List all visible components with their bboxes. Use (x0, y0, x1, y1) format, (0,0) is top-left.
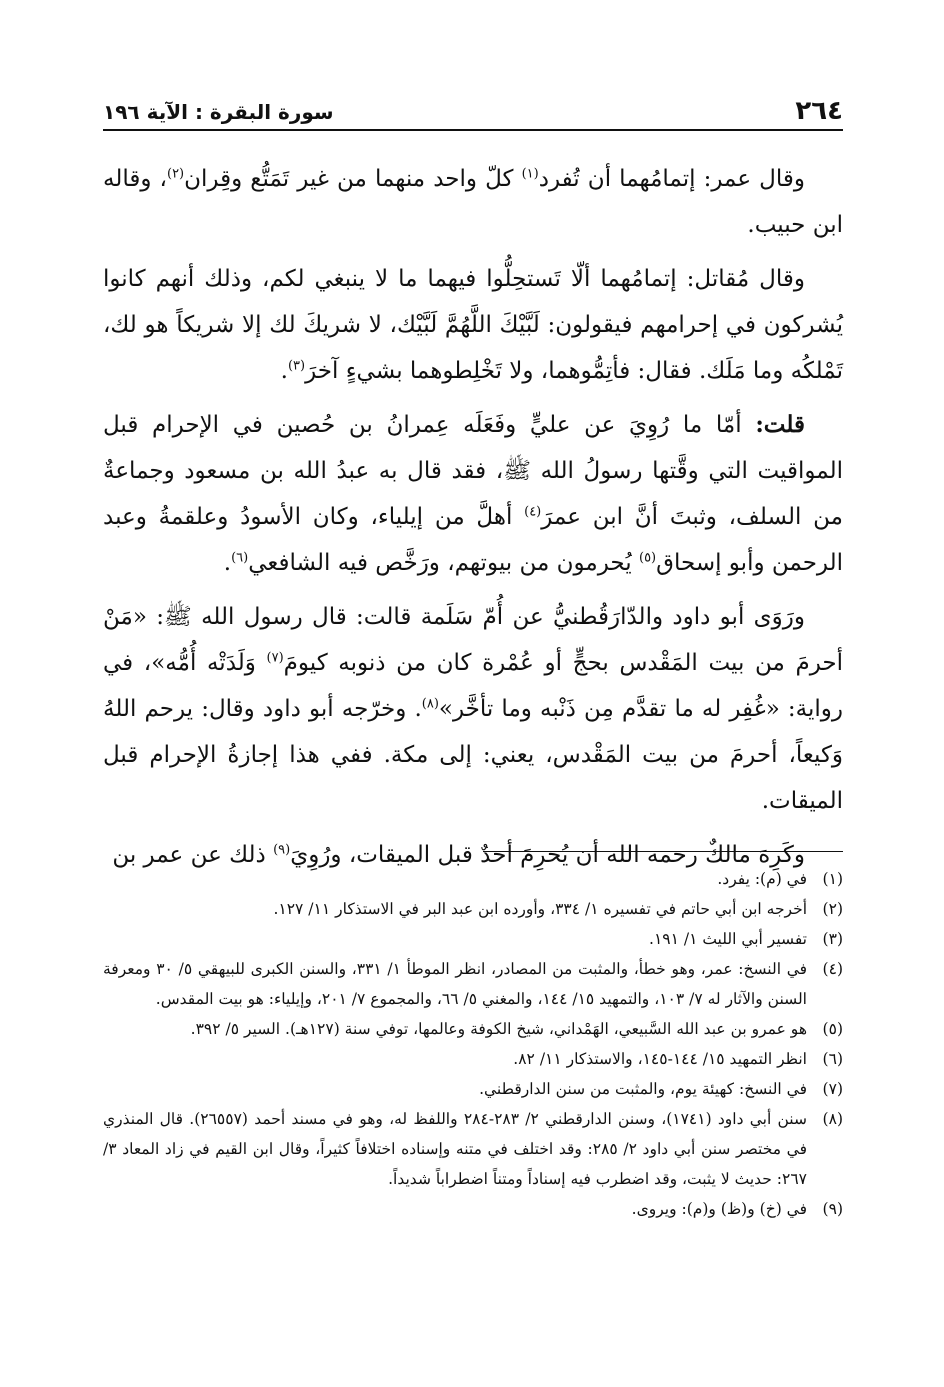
footnote-4 (103, 954, 843, 1014)
footnote-6 (103, 1044, 843, 1074)
footnote-number: (٩) (822, 1200, 843, 1218)
text-segment: وَلَدَتْه أُمُّه»، في رواية: «غُفِر له ما تقدَّم مِن ذَنْبه وما تأخَّر» (103, 650, 843, 722)
text-segment: أهلَّ من إيلياء، وكان الأسودُ وعلقمةُ وعبد الرحمن وأبو إسحاق (103, 504, 843, 576)
footnote-text: في (م): يفرد. (717, 870, 807, 888)
footnote-text: هو عمرو بن عبد الله السَّبيعي، الهَمْداني، شيخ الكوفة وعالمها، توفي سنة (١٢٧هـ). السير ٥/ ٣٩٢. (190, 1020, 807, 1038)
footnote-number: (٢) (822, 900, 843, 918)
text-segment: ، وقاله ابن حبيب. (103, 166, 843, 238)
footnote-number: (٦) (822, 1050, 843, 1068)
footnote-3 (103, 924, 843, 954)
footnote-text: في النسخ: كهيئة يوم، والمثبت من سنن الدارقطني. (479, 1080, 807, 1098)
footnote-5 (103, 1014, 843, 1044)
text-segment: ورَوَى أبو داود والدّارَقُطنيُّ عن أُمّ سَلَمة قالت: قال رسول الله ﷺ: «مَنْ أحرمَ من بيت المَقْدس بحجٍّ أو عُمْرة كان من ذنوبه كيومَ (103, 604, 843, 676)
header-rule (103, 129, 843, 131)
text-segment: . وخرّجه أبو داود وقال: يرحم اللهُ وَكيعاً، أحرمَ من بيت المَقْدس، يعني: إلى مكة. ففي هذا إجازةُ الإحرام قبل الميقات. (103, 696, 843, 814)
text-segment: وقال مُقاتل: إتمامُهما ألّا تَستحِلُّوا فيهما ما لا ينبغي لكم، وذلك أنهم كانوا يُشركون في إحرامهم فيقولون: لَبَّيْكَ اللَّهُمَّ لَبَّيْك، لا شريكَ لك إلا شريكاً هو لك، تَمْلكُه وما مَلَك. فقال: فأتِمُّوهما، ولا تَخْلِطوهما بشيءٍ آخرَ (103, 266, 843, 384)
text-segment: ذلك عن عمر بن (112, 842, 274, 868)
running-title: سورة البقرة : الآية ١٩٦ (103, 100, 334, 124)
paragraph-3 (103, 402, 843, 586)
text-segment: وكَرِهَ مالكٌ رحمه الله أن يُحرِمَ أحدٌ قبل الميقات، ورُوِيَ (290, 842, 805, 868)
footnote-text: أخرجه ابن أبي حاتم في تفسيره ١/ ٣٣٤، وأورده ابن عبد البر في الاستذكار ١١/ ١٢٧. (273, 900, 807, 918)
footnotes (103, 864, 843, 1224)
footnote-text: سنن أبي داود (١٧٤١)، وسنن الدارقطني ٢/ ٢٨٣-٢٨٤ واللفظ له، وهو في مسند أحمد (٢٦٥٥٧). قال المنذري في مختصر سنن أبي داود ٢/ ٢٨٥: وقد اختلف في متنه وإسناده اختلافاً كثيراً، وقال ابن القيم في زاد المعاد ٣/ ٢٦٧: حديث لا يثبت، وقد اضطرب فيه إسناداً ومتناً اضطراباً شديداً. (103, 1110, 807, 1188)
page-header (103, 92, 843, 126)
footnote-number: (١) (822, 870, 843, 888)
footnote-ref[interactable]: (٩) (273, 842, 291, 858)
text-segment: وقال عمر: إتمامُهما أن تُفرد (538, 166, 805, 192)
footnote-text: في النسخ: عمر، وهو خطأ، والمثبت من المصادر، انظر الموطأ ١/ ٣٣١، والسنن الكبرى للبيهقي ٥/ ٣٠ ومعرفة السنن والآثار له ٧/ ١٠٣، والتمهيد ١٥/ ١٤٤، والمغني ٥/ ٦٦، والمجموع ٧/ ٢٠١، وإيلياء: هو بيت المقدس. (103, 960, 808, 1008)
footnote-number: (٣) (822, 930, 843, 948)
qultu-lead: قلت: (755, 411, 805, 438)
footnote-ref[interactable]: (٢) (166, 166, 185, 182)
footnote-text: انظر التمهيد ١٥/ ١٤٤-١٤٥، والاستذكار ١١/ ٨٢. (513, 1050, 807, 1068)
text-segment: . (223, 550, 232, 576)
footnote-ref[interactable]: (٨) (421, 696, 439, 712)
footnote-text: تفسير أبي الليث ١/ ١٩١. (649, 930, 807, 948)
footnote-2 (103, 894, 843, 924)
text-segment: كلّ واحد منهما من غير تَمَتُّع وقِران (184, 166, 522, 192)
footnote-text: في (خ) و(ظ) و(م): ويروى. (631, 1200, 807, 1218)
footnote-ref[interactable]: (٥) (638, 550, 657, 566)
footnote-1 (103, 864, 843, 894)
text-segment: يُحرمون من بيوتهم، ورَخَّص فيه الشافعي (248, 550, 639, 576)
footnote-ref[interactable]: (٦) (231, 550, 249, 566)
footnote-ref[interactable]: (٤) (524, 504, 542, 520)
text-segment: أمّا ما رُوِيَ عن عليٍّ وفَعَلَه عِمرانُ بن حُصين في الإحرام قبل المواقيت التي وقَّتها رسولُ الله ﷺ، فقد قال به عبدُ الله بن مسعود وجماعةٌ من السلف، وثبتَ أنَّ ابن عمرَ (103, 412, 843, 530)
footnote-number: (٨) (822, 1110, 843, 1128)
footnote-number: (٧) (822, 1080, 843, 1098)
paragraph-2 (103, 256, 843, 394)
footnote-ref[interactable]: (٣) (287, 358, 306, 374)
footnote-8 (103, 1104, 843, 1194)
footnote-rule (483, 851, 843, 852)
main-text (103, 156, 843, 886)
footnote-ref[interactable]: (٧) (266, 650, 284, 666)
text-segment: . (280, 358, 288, 384)
page-number: ٢٦٤ (795, 96, 843, 126)
paragraph-4 (103, 594, 843, 824)
footnote-7 (103, 1074, 843, 1104)
footnote-9 (103, 1194, 843, 1224)
footnote-number: (٥) (822, 1020, 843, 1038)
footnote-ref[interactable]: (١) (521, 166, 539, 182)
footnote-number: (٤) (822, 960, 843, 978)
paragraph-1 (103, 156, 843, 248)
